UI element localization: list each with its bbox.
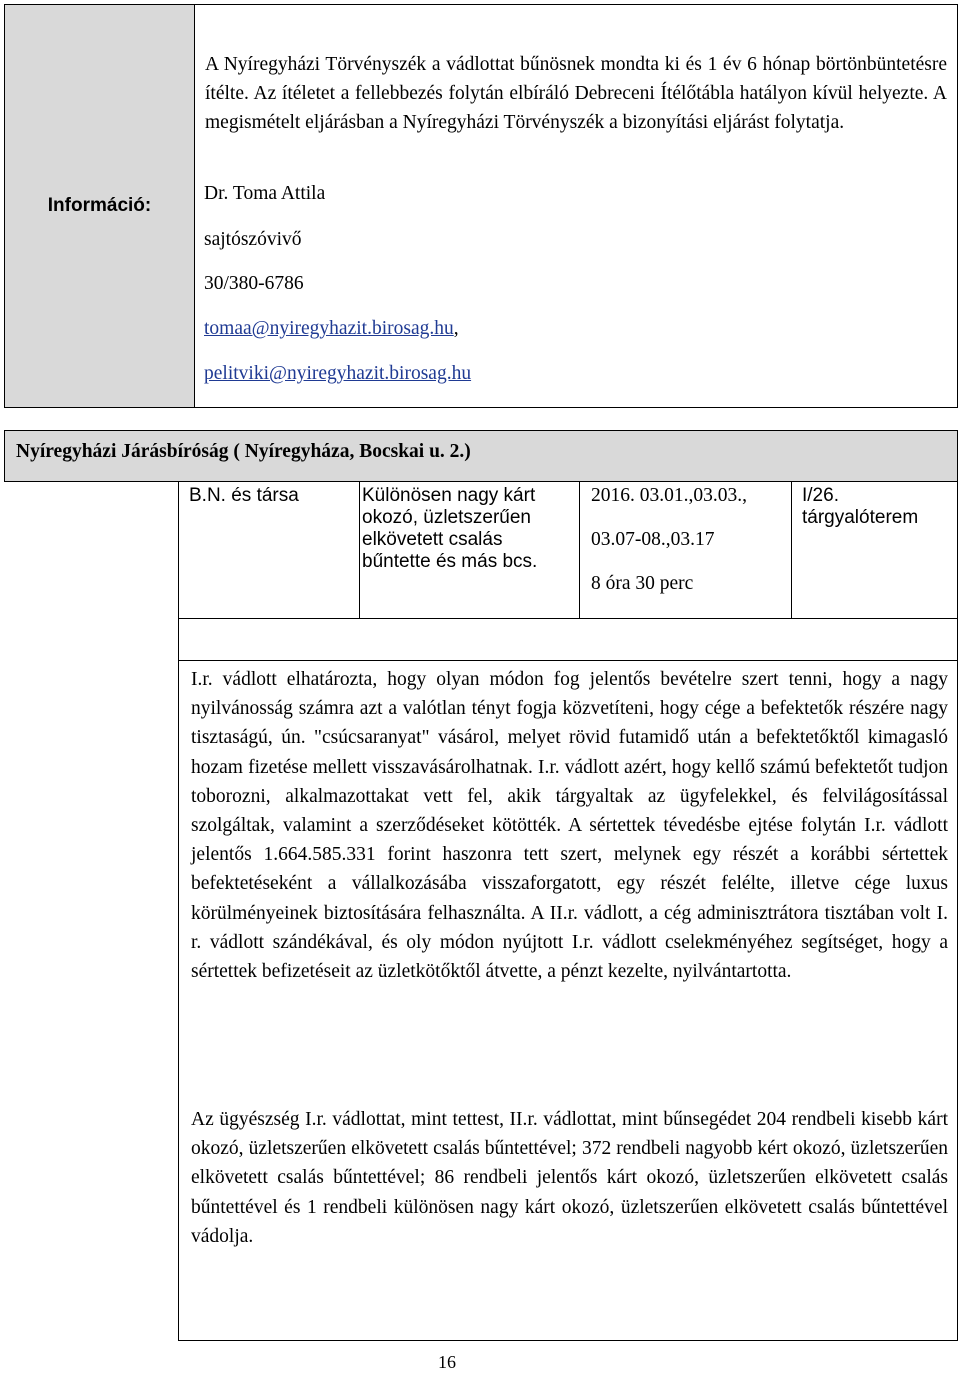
info-label: Információ:: [47, 195, 152, 216]
info-body: [195, 5, 957, 407]
charge-cell: [362, 485, 572, 573]
case-indictment: [191, 1105, 948, 1251]
contact-email-line-2: [204, 363, 471, 385]
column-divider: [359, 481, 360, 618]
hearing-room: I/26. tárgyalóterem: [802, 485, 919, 528]
hearing-dates-2: 03.07-08.,03.17: [591, 529, 715, 550]
indictment-text: Az ügyészség I.r. vádlottat, mint tettest, II.r. vádlottat, mint bűnsegédet 204 rendbeli kisebb kárt okozó, üzletszerűen elkövetett csalás bűntettével; 372 rendbeli nagyobb kért okozó, üzletszerűen elkövetett csalás bűntettével; 86 rendbeli jelentős kárt okozó, üzletszerűen elkövetett csalás bűntettével és 1 rendbeli különösen nagy kárt okozó, üzletszerűen elkövetett csalás bűntettével vádolja.: [191, 1109, 948, 1247]
case-row: [179, 481, 957, 619]
info-label-cell: [5, 5, 195, 407]
defendant-name: B.N. és társa: [189, 485, 299, 506]
room-cell: [802, 485, 952, 529]
empty-row: [179, 618, 957, 661]
defendant-cell: [189, 485, 354, 507]
info-paragraph: A Nyíregyházi Törvényszék a vádlottat bűnösnek mondta ki és 1 év 6 hónap börtönbüntetésre ítélte. Az ítéletet a fellebbezés folytán elbíráló Debreceni Ítélőtábla hatályon kívül helyezte. A megismételt eljárásban a Nyíregyházi Törvényszék a bizonyítási eljárást folytatja.: [205, 54, 947, 133]
info-table: [4, 4, 958, 408]
contact-phone: 30/380-6786: [204, 273, 304, 294]
date-cell: [591, 485, 786, 595]
page-number: 16: [438, 1352, 456, 1372]
case-table: [178, 481, 958, 1341]
narrative-text: I.r. vádlott elhatározta, hogy olyan módon fog jelentős bevételre szert tenni, hogy a nagy nyilvánosság számra azt a valótlan tényt fogja közvetíteni, hogy cége a befektetők részére nagy tisztaságú, ún. "csúcsaranyat" vásárol, melyet rövid futamidő után a befektetőktől kimagasló hozam fizetése mellett visszavásárolhatnak. I.r. vádlott azért, hogy kellő számú befektetőt tudjon toborozni, alkalmazottakat vett fel, akik tárgyaltak az ügyfelekkel, és felvilágosítással szolgáltak, valamint a szerződéseket kötötték. A sértettek tévedésbe ejtése folytán I.r. vádlott jelentős 1.664.585.331 forint haszonra tett szert, melynek egy részét a korábbi sértettek befektetéseként a vállalkozásába visszaforgatott, egy részét felélte, illetve cége luxus körülményeinek biztosítására felhasználta. A II.r. vádlott, a cég adminisztrátora tisztában volt I. r. vádlott szándékával, és oly módon nyújtott I.r. vádlott cselekményéhez segítséget, hogy a sértettek befizetéseit az üzletkötőktől átvette, a pénzt kezelte, nyilvántartotta.: [191, 669, 948, 983]
column-divider: [791, 481, 792, 618]
column-divider: [579, 481, 580, 618]
case-narrative: [191, 665, 948, 986]
hearing-time: 8 óra 30 perc: [591, 573, 694, 594]
hearing-dates-1: 2016. 03.01.,03.03.,: [591, 485, 747, 506]
contact-name: Dr. Toma Attila: [204, 183, 326, 204]
contact-role: sajtószóvivő: [204, 229, 302, 250]
charge-text: Különösen nagy kárt okozó, üzletszerűen elkövetett csalás bűntette és más bcs.: [362, 485, 538, 572]
email-link-2[interactable]: pelitviki@nyiregyhazit.birosag.hu: [204, 363, 472, 384]
court-title: Nyíregyházi Járásbíróság ( Nyíregyháza, Bocskai u. 2.): [16, 441, 471, 462]
court-header: [4, 430, 958, 482]
contact-email-line-1: [204, 318, 459, 340]
email-separator: ,: [453, 318, 459, 339]
email-link-1[interactable]: tomaa@nyiregyhazit.birosag.hu: [204, 318, 454, 339]
